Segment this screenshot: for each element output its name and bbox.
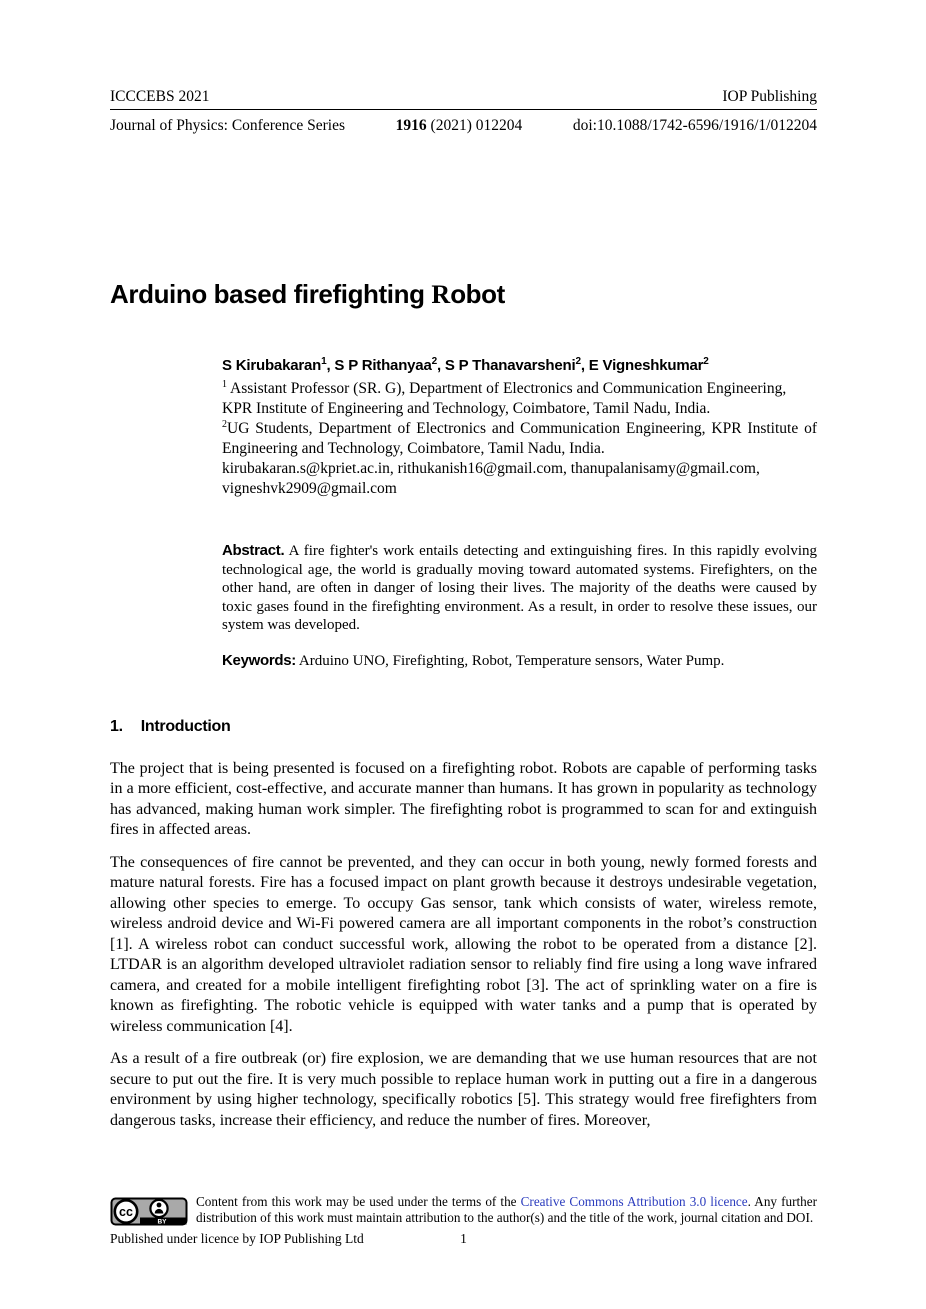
page-header-top — [110, 88, 817, 106]
cc-by-badge — [110, 1197, 188, 1227]
header-rule — [110, 109, 817, 110]
author-name: S P Thanavarsheni — [444, 357, 576, 374]
abstract-text: A fire fighter's work entails detecting and extinguishing fires. In this rapidly evolving technological age, the world is gradually moving toward automated systems. Firefighters, on the other hand, are often in danger of losing their lives. The majority of the deaths were caused by toxic gases found in the firefighting environment. As a result, in order to resolve these issues, our system was developed. — [222, 543, 817, 634]
affiliations-block — [222, 379, 817, 499]
author-separator: , — [580, 357, 589, 374]
author-sup: 2 — [703, 356, 709, 367]
keywords-text: Arduino UNO, Firefighting, Robot, Temperature sensors, Water Pump. — [296, 652, 725, 669]
section-number: 1. — [110, 717, 123, 735]
header-publisher: IOP Publishing — [722, 88, 817, 105]
cc-icon — [115, 1200, 137, 1222]
title-serif-initial: R — [431, 280, 451, 309]
page-number: 1 — [460, 1231, 467, 1246]
affiliation-text: Assistant Professor (SR. G), Department of Electronics and Communication Engineering, KPR Institute of Engineering and Technology, Coimbatore, Tamil Nadu, India. — [222, 380, 787, 417]
affiliation-line — [222, 419, 817, 459]
header-journal: Journal of Physics: Conference Series — [110, 117, 346, 134]
person-icon — [150, 1200, 167, 1217]
cc-license-link[interactable]: Creative Commons Attribution 3.0 licence — [520, 1194, 748, 1209]
author-sup: 2 — [575, 356, 581, 367]
body-paragraph: As a result of a fire outbreak (or) fire explosion, we are demanding that we use human resources that are not secure to put out the fire. It is very much possible to replace human work in putting out a fire in a dangerous environment by using higher technology, specifically robotics [5]. This strategy would free firefighters from dangerous tasks, increase their efficiency, and reduce the number of fires. Moreover, — [110, 1050, 817, 1129]
author-sup: 2 — [431, 356, 437, 367]
header-volume-number: 1916 — [395, 117, 427, 134]
body-paragraph: The consequences of fire cannot be prevented, and they can occur in both young, newly formed forests and mature natural forests. Fire has a focused impact on plant growth because it destroys undesirable vegetation, allowing other species to emerge. To occupy Gas sensor, tank which consists of water, wireless remote, wireless android device and Wi-Fi powered camera are all important components in the robot’s construction [1]. A wireless robot can conduct successful work, allowing the robot to be operated from a distance [2]. LTDAR is an algorithm developed ultraviolet radiation sensor to reliably find fire using a long wave infrared camera, and created for a mobile intelligent firefighting robot [3]. The act of sprinkling water on a fire is known as firefighting. The robotic vehicle is equipped with water tanks and a pump that is operated by wireless communication [4]. — [110, 853, 817, 1035]
section-title: Introduction — [140, 717, 231, 735]
keywords-line — [222, 652, 817, 671]
title-part2: obot — [450, 279, 505, 309]
author-name: S P Rithanyaa — [334, 357, 432, 374]
abstract-label: Abstract. — [222, 542, 285, 559]
license-post: . Any further distribution of this work must maintain attribution to the author(s) and the title of the work, journal citation and DOI. — [196, 1194, 817, 1225]
paper-title — [110, 279, 817, 310]
published-line: Published under licence by IOP Publishing Ltd — [110, 1231, 364, 1246]
author-separator: , — [436, 357, 445, 374]
section-heading — [110, 717, 817, 736]
header-conference: ICCCEBS 2021 — [110, 88, 210, 105]
affiliation-sup: 2 — [222, 418, 227, 430]
cc-letters: cc — [119, 1205, 133, 1219]
abstract-block — [222, 542, 817, 635]
author-separator: , — [326, 357, 335, 374]
by-letters: BY — [157, 1218, 167, 1226]
license-text — [196, 1194, 817, 1226]
author-sup: 1 — [321, 356, 327, 367]
affiliation-line — [222, 379, 817, 419]
author-name: S Kirubakaran — [222, 357, 322, 374]
license-pre: Content from this work may be used under the terms of the — [196, 1194, 521, 1209]
emails-line: kirubakaran.s@kpriet.ac.in, rithukanish16@gmail.com, thanupalanisamy@gmail.com, vigneshvk2909@gmail.com — [222, 460, 760, 497]
page-footer — [110, 1194, 817, 1247]
header-volume-rest: (2021) 012204 — [426, 117, 523, 134]
affiliation-text: UG Students, Department of Electronics and Communication Engineering, KPR Institute of Engineering and Technology, Coimbatore, Tamil Nadu, India. — [222, 420, 817, 457]
author-name: E Vigneshkumar — [588, 357, 704, 374]
page-header-bottom — [110, 117, 817, 135]
authors-line — [222, 356, 817, 375]
title-part1: Arduino based firefighting — [110, 279, 432, 309]
keywords-label: Keywords: — [222, 651, 296, 669]
body-paragraph: The project that is being presented is focused on a firefighting robot. Robots are capable of performing tasks in a more efficient, cost-effective, and accurate manner than humans. It has grown in popularity as technology has advanced, making human work simpler. The firefighting robot is programmed to scan for and extinguish fires in affected areas. — [110, 759, 817, 839]
affiliation-sup: 1 — [222, 378, 227, 390]
header-doi: doi:10.1088/1742-6596/1916/1/012204 — [572, 117, 817, 134]
header-volume — [396, 117, 523, 135]
